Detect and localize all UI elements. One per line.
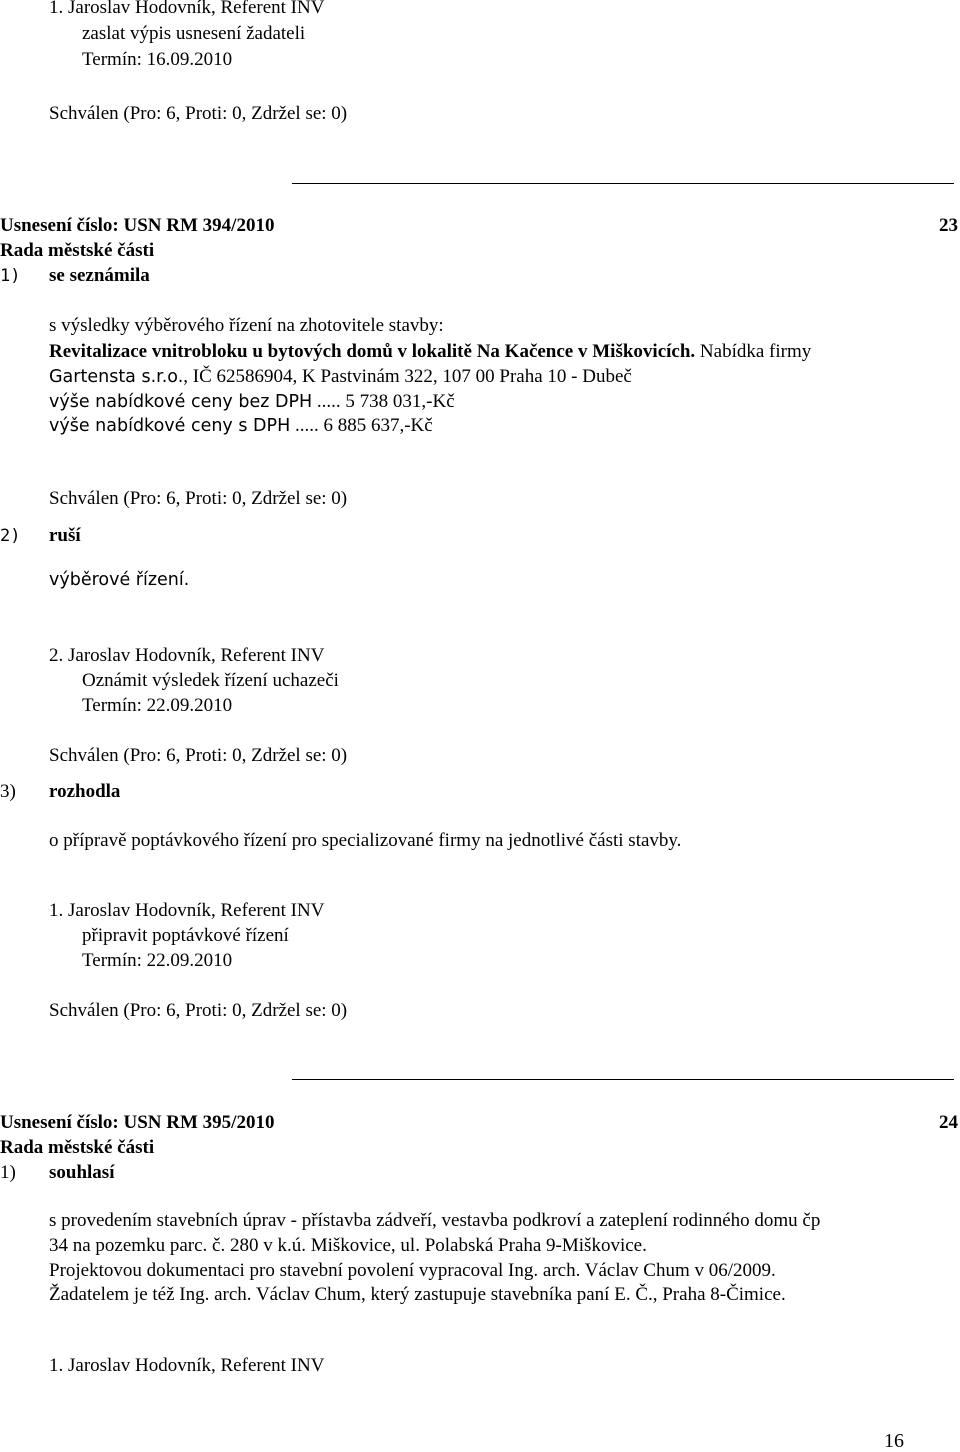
point-number: 1) [0,1162,16,1183]
offer-intro: Nabídka firmy [695,341,812,362]
company-details: , IČ 62586904, K Pastvinám 322, 107 00 Praha 10 - Dubeč [183,366,632,387]
price-value: ..... 6 885 637,-Kč [290,415,433,436]
point-text-line: s provedením stavebních úprav - přístavba zádveří, vestavba podkroví a zateplení rodinného domu čp [49,1210,821,1231]
vote-result: Schválen (Pro: 6, Proti: 0, Zdržel se: 0) [49,1000,348,1021]
point-text-line: Projektovou dokumentaci pro stavební povolení vypracoval Ing. arch. Václav Chum v 06/2009. [49,1260,776,1281]
price-label: výše nabídkové ceny bez DPH [49,392,313,412]
task-deadline: Termín: 16.09.2010 [82,49,233,70]
task-assignee: 1. Jaroslav Hodovník, Referent INV [49,1355,325,1376]
vote-result: Schválen (Pro: 6, Proti: 0, Zdržel se: 0) [49,103,348,124]
task-description: Oznámit výsledek řízení uchazeči [82,670,339,691]
resolution-title: Usnesení číslo: USN RM 395/2010 [0,1112,275,1133]
price-label: výše nabídkové ceny s DPH [49,416,291,436]
resolution-title: Usnesení číslo: USN RM 394/2010 [0,215,275,236]
task-description: připravit poptávkové řízení [82,925,289,946]
section-divider [292,183,954,184]
task-assignee: 1. Jaroslav Hodovník, Referent INV [49,0,325,18]
task-assignee: 1. Jaroslav Hodovník, Referent INV [49,900,325,921]
point-number: 3) [0,781,16,802]
price-value: ..... 5 738 031,-Kč [312,391,455,412]
project-name: Revitalizace vnitrobloku u bytových domů v lokalitě Na Kačence v Miškovicích. [49,341,696,362]
council-heading: Rada městské části [0,240,155,261]
point-text-line [49,341,811,363]
council-heading: Rada městské části [0,1137,155,1158]
task-deadline: Termín: 22.09.2010 [82,695,233,716]
point-number: 2) [0,526,21,546]
point-text-line: o přípravě poptávkového řízení pro specializované firmy na jednotlivé části stavby. [49,830,682,851]
task-assignee: 2. Jaroslav Hodovník, Referent INV [49,645,325,666]
point-verb: souhlasí [49,1162,115,1183]
point-verb: rozhodla [49,781,121,802]
point-text-line: s výsledky výběrového řízení na zhotovitele stavby: [49,315,444,336]
point-text-line [49,391,455,413]
vote-result: Schválen (Pro: 6, Proti: 0, Zdržel se: 0) [49,745,348,766]
point-verb: se seznámila [49,265,150,286]
point-text-line: 34 na pozemku parc. č. 280 v k.ú. Miškovice, ul. Polabská Praha 9-Miškovice. [49,1235,647,1256]
company-name: Gartensta s.r.o. [49,367,184,387]
task-deadline: Termín: 22.09.2010 [82,950,233,971]
point-text-line: Žadatelem je též Ing. arch. Václav Chum, který zastupuje stavebníka paní E. Č., Praha 8-Čimice. [49,1284,786,1305]
resolution-item-number: 23 [939,215,958,236]
point-text-line [49,366,632,388]
vote-result: Schválen (Pro: 6, Proti: 0, Zdržel se: 0) [49,488,348,509]
point-number: 1) [0,266,21,286]
task-description: zaslat výpis usnesení žadateli [82,23,306,44]
resolution-item-number: 24 [939,1112,958,1133]
point-text-line [49,415,433,437]
point-text-line: výběrové řízení. [49,570,190,590]
section-divider [292,1079,954,1080]
page-number: 16 [884,1430,904,1452]
point-verb: ruší [49,525,81,546]
